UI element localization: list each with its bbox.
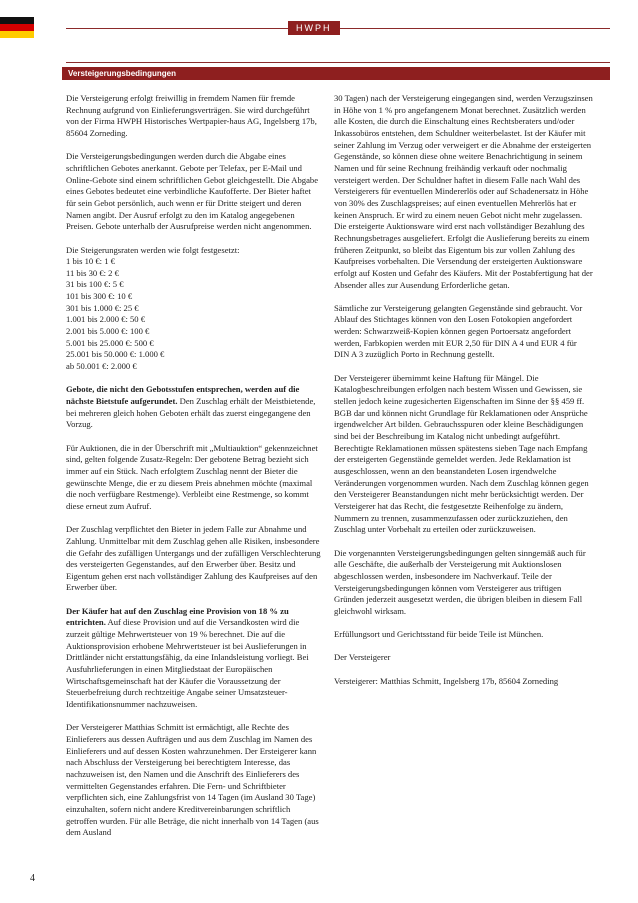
section-rule	[66, 62, 610, 63]
paragraph-text: Auf diese Provision und auf die Versandkosten wird die zurzeit gültige Mehrwertsteuer von 19 % berechnet. Die auf die Auktionsprovision erhobene Mehrwertsteuer ist bei Auslieferungen in Drittländer nicht erstattungsfähig, da eine Inlandsleistung vorliegt. Bei Ausfuhrlieferungen in einen Mitgliedstaat der Europäischen Wirtschaftsgemeinschaft hat der Käufer die Voraussetzung der Steuerbefreiung durch rechtzeitige Angabe seiner Umsatzsteuer-Identifikationsnummer nachzuweisen.	[66, 617, 309, 710]
section-title: Versteigerungsbedingungen	[62, 67, 610, 80]
paragraph: Die vorgenannten Versteigerungsbedingungen gelten sinngemäß auch für alle Geschäfte, die außerhalb der Versteigerung mit Auktionslosen abgeschlossen werden, insbesondere im Nachverkauf. Teile der Versteigerungsbedingungen können vom Versteigerer aus triftigen Gründen jederzeit ausgesetzt werden, die übrigen bleiben in diesem Fall gleichwohl wirksam.	[334, 547, 586, 616]
rate-item: 25.001 bis 50.000 €: 1.000 €	[66, 349, 165, 360]
paragraph: Die Versteigerung erfolgt freiwillig in fremdem Namen für fremde Rechnung aufgrund von Einlieferungsverträgen. Sie wird durchgeführt von der Firma HWPH Historisches Wertpapier-haus AG, Ingelsberg 17b, 85604 Zorneding.	[66, 93, 317, 138]
rate-item: 11 bis 30 €: 2 €	[66, 267, 119, 278]
paragraph: Erfüllungsort und Gerichtsstand für beide Teile ist München.	[334, 629, 544, 640]
rate-item: 2.001 bis 5.000 €: 100 €	[66, 326, 150, 337]
paragraph-text: Den Zuschlag erhält der Meistbietende, bei mehreren gleich hohen Geboten erhält das zuerst eingegangene den Vorzug.	[66, 396, 316, 430]
paragraph: Sämtliche zur Versteigerung gelangten Gegenstände sind gebraucht. Vor Ablauf des Stichtages können von den Losen Fotokopien angefordert werden: Schwarzweiß-Kopien können gegen Portoersatz angefordert werden, Farbkopien werden mit EUR 2,50 für DIN A 4 und EUR 4 für DIN A 3 zuzüglich Porto in Rechnung gestellt.	[334, 302, 583, 360]
hwph-logo: HWPH	[288, 21, 340, 35]
rate-item: 5.001 bis 25.000 €: 500 €	[66, 337, 154, 348]
page-number: 4	[30, 873, 35, 884]
bold-text: Gebote, die nicht den Gebotsstufen entsprechen, werden auf die nächste Bietstufe aufgerundet.	[66, 384, 300, 407]
rate-item: ab 50.001 €: 2.000 €	[66, 361, 137, 372]
left-column	[66, 93, 321, 851]
paragraph: Der Versteigerer	[334, 652, 391, 663]
rate-item: 301 bis 1.000 €: 25 €	[66, 302, 139, 313]
paragraph: Für Auktionen, die in der Überschrift mit „Multiauktion“ gekennzeichnet sind, gelten folgende Zusatz-Regeln: Der gebotene Betrag bezieht sich immer auf ein Stück. Nach erfolgtem Zuschlag nennt der Bieter die gewünschte Menge, die er zu diesem Preis abnehmen möchte (maximal die noch verfügbare Restmenge). Verbleibt eine Restmenge, so kommt diese erneut zum Aufruf.	[66, 442, 318, 511]
rate-item: 101 bis 300 €: 10 €	[66, 291, 133, 302]
paragraph: Der Versteigerer übernimmt keine Haftung für Mängel. Die Katalogbeschreibungen erfolgen nach bestem Wissen und Gewissen, sie stellen jedoch keine zugesicherten Eigenschaften im Sinne der §§ 459 ff. BGB dar und können nicht Grundlage für Reklamationen oder Ansprüche irgendwelcher Art bilden. Gebrauchsspuren oder kleine Beschädigungen sind bei der Beschreibung im Katalog nicht unbedingt aufgeführt. Berechtigte Reklamationen müssen spätestens sieben Tage nach Empfang der ersteigerten Gegenstände gemeldet werden. Jede Reklamation ist ausgeschlossen, wenn an den beanstandeten Losen irgendwelche Veränderungen vorgenommen wurden. Nach dem Zuschlag können gegen den Versteigerer Beanstandungen nicht mehr berücksichtigt werden. Der Versteigerer hat das Recht, die festgesetzte Reihenfolge zu ändern, Nummern zu trennen, zusammenzufassen oder zurückzuziehen, den Zuschlag unter Vorbehalt zu erteilen oder zurückzuweisen.	[334, 372, 589, 535]
paragraph: Der Versteigerer Matthias Schmitt ist ermächtigt, alle Rechte des Einlieferers aus dessen Aufträgen und aus dem Zuschlag im Namen des Einlieferers und auf dessen Kosten wahrzunehmen. Der Ersteigerer kann nach Abschluss der Versteigerung bei berechtigtem Interesse, das nachzuweisen ist, den Namen und die Anschrift des Einlieferers des vermittelten Gegenstandes erfahren. Die Fern- und Schriftbieter verpflichten sich, eine Zahlungsfrist von 14 Tagen (im Ausland 30 Tage) einzuhalten, sofern nicht andere Kreditvereinbarungen schriftlich getroffen wurden. Für alle Beträge, die nicht innerhalb von 14 Tagen (aus dem Ausland	[66, 722, 319, 838]
rate-item: 1 bis 10 €: 1 €	[66, 256, 115, 267]
rates-intro: Die Steigerungsraten werden wie folgt festgesetzt:	[66, 244, 240, 255]
german-flag-icon	[0, 17, 34, 38]
paragraph: Versteigerer: Matthias Schmitt, Ingelsberg 17b, 85604 Zorneding	[334, 675, 559, 686]
paragraph	[66, 606, 321, 711]
rate-item: 1.001 bis 2.000 €: 50 €	[66, 314, 146, 325]
paragraph	[66, 384, 321, 431]
paragraph: 30 Tagen) nach der Versteigerung eingegangen sind, werden Verzugszinsen in Höhe von 1 % pro angefangenem Monat berechnet. Zusätzlich werden alle Kosten, die durch die Einschaltung eines Rechtsberaters und/oder Inkassobüros entstehen, dem Schuldner weiterbelastet. Ist der Käufer mit seiner Zahlung im Verzug oder verweigert er die Abnahme der ersteigerten Gegenstände, so können diese ohne weitere Benachrichtigung in seinem Namen und für seine Rechnung freihändig verkauft oder nochmalig versteigert werden. Der Schuldner haftet in diesem Falle nach Wahl des Versteigerers für eventuellen Mindererlös oder auf Schadenersatz in Höhe von 30% des Zuschlagspreises; auf einen eventuellen Mehrerlös hat er keinen Anspruch. Er wird zu einem neuen Gebot nicht mehr zugelassen.	[334, 93, 593, 220]
rates-list	[66, 256, 321, 373]
paragraph: Die ersteigerte Auktionsware wird erst nach vollständiger Bezahlung des Rechnungsbetrages ausgeliefert. Erfolgt die Auslieferung bereits zu einem früheren Zeitpunkt, so bleibt das Eigentum bis zur vollen Zahlung des Kaufpreises vorbehalten. Die Versendung der ersteigerten Auktionsware erfolgt auf Kosten und Gefahr des Käufers. Mit der Postabfertigung hat der Absender alles zur Ausendung Erforderliche getan.	[334, 221, 593, 290]
paragraph: Die Versteigerungsbedingungen werden durch die Abgabe eines schriftlichen Gebotes anerkannt. Gebote per Telefax, per E-Mail und Online-Gebote sind einem schriftlichen Gebot gleichgestellt. Die Abgabe eines Gebotes bedeutet eine verbindliche Kaufofferte. Der Bieter haftet für sein Gebot persönlich, auch wenn er für Dritte steigert und deren Namen angibt. Der Ausruf erfolgt zu den im Katalog angegebenen Preisen. Gebote unterhalb der Ausrufpreise werden nicht angenommen.	[66, 151, 319, 232]
bold-text: Der Käufer hat auf den Zuschlag eine Provision von 18 % zu entrichten.	[66, 605, 289, 628]
rate-item: 31 bis 100 €: 5 €	[66, 279, 124, 290]
paragraph: Der Zuschlag verpflichtet den Bieter in jedem Falle zur Abnahme und Zahlung. Unmittelbar mit dem Zuschlag gehen alle Risiken, insbesondere die Gefahr des zufälligen Untergangs und der zufälligen Verschlechterung des versteigerten Gegenstandes, auf den Erwerber über. Besitz und Eigentum gehen erst nach vollständiger Zahlung des Kaufpreises auf den Erwerber über.	[66, 524, 321, 593]
right-column	[334, 93, 593, 699]
